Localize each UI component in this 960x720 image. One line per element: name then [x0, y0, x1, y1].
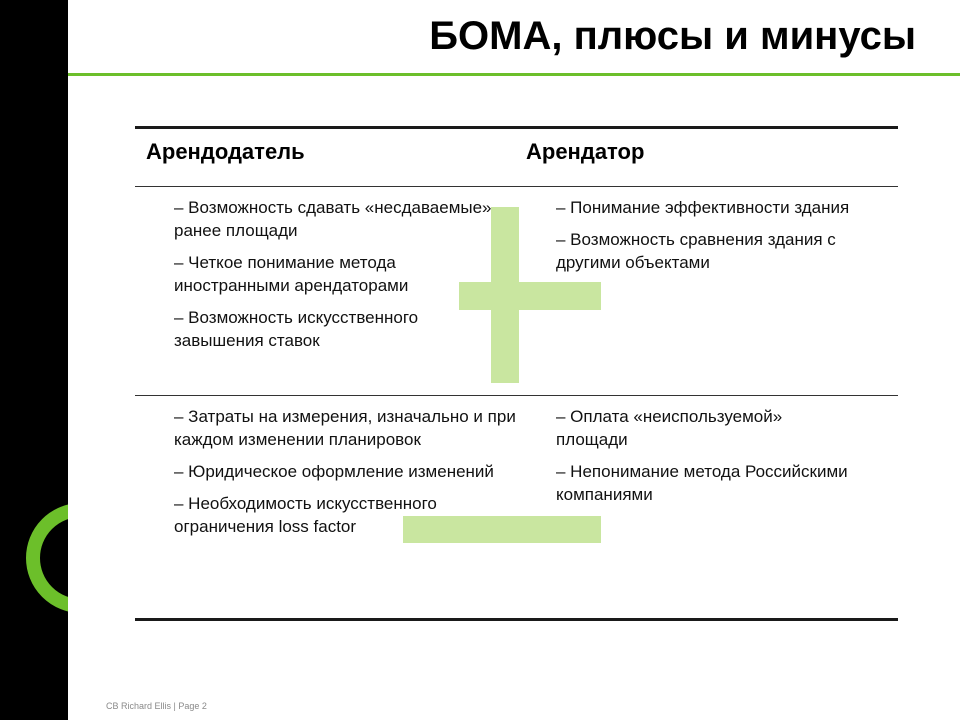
pros-tenant-item-1: – Понимание эффективности здания	[556, 198, 850, 217]
slide-title: БОМА, плюсы и минусы	[429, 14, 916, 58]
row-divider	[135, 395, 898, 396]
cons-tenant-item-1: – Оплата «неиспользуемой» площади	[556, 407, 783, 449]
left-sidebar	[0, 0, 68, 720]
header-landlord: Арендодатель	[146, 139, 305, 164]
pros-tenant-cell	[556, 196, 866, 283]
title-underline	[68, 73, 960, 76]
pros-landlord-cell	[174, 196, 504, 361]
cons-tenant-item-2: – Непонимание метода Российскими компаниями	[556, 462, 848, 504]
table-top-rule	[135, 126, 898, 129]
cons-landlord-item-1: – Затраты на измерения, изначально и при каждом изменении планировок	[174, 407, 516, 449]
cons-landlord-item-2: – Юридическое оформление изменений	[174, 462, 494, 481]
logo-arc-shape	[26, 503, 68, 613]
header-tenant: Арендатор	[526, 139, 645, 164]
cons-landlord-item-3: – Необходимость искусственного ограничения loss factor	[174, 494, 437, 536]
footer-text: CB Richard Ellis | Page 2	[106, 701, 207, 711]
header-divider	[135, 186, 898, 187]
pros-landlord-item-1: – Возможность сдавать «несдаваемые» ранее площади	[174, 198, 492, 240]
table-bottom-rule	[135, 618, 898, 621]
pros-landlord-item-3: – Возможность искусственного завышения ставок	[174, 308, 419, 350]
cons-landlord-cell	[174, 405, 519, 547]
pros-landlord-item-2: – Четкое понимание метода иностранными арендаторами	[174, 253, 409, 295]
cons-tenant-cell	[556, 405, 856, 515]
pros-tenant-item-2: – Возможность сравнения здания с другими объектами	[556, 230, 836, 272]
